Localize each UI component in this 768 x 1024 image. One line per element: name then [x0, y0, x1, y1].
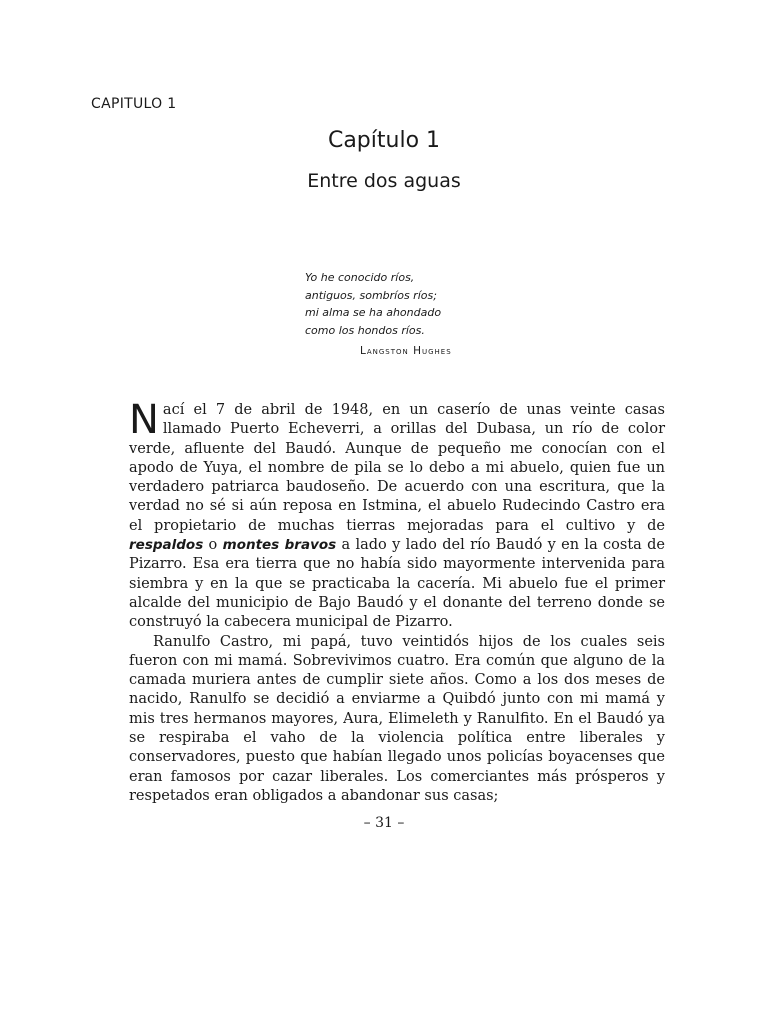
epigraph-line: antiguos, sombríos ríos; [305, 288, 437, 302]
emphasis-term: respaldos [129, 537, 204, 554]
paragraph-1 [129, 397, 665, 633]
paragraph-text: o [203, 537, 223, 554]
paragraph-2: Ranulfo Castro, mi papá, tuvo veintidós hijos de los cuales seis fueron con mi mamá. Sobrevivimos cuatro. Era común que alguno de la camada muriera antes de cumplir siete años. Como a los dos meses de nacido, Ranulfo se decidió a enviarme a Quibdó junto con mi mamá y mis tres hermanos mayores, Aura, Elimeleth y Ranulfito. En el Baudó ya se respiraba el vaho de la violencia política entre liberales y conservadores, puesto que habían llegado unos policías boyacenses que eran famosos por cazar liberales. Los comerciantes más prósperos y respetados eran obligados a abandonar sus casas; [129, 633, 665, 804]
paragraph-text: a lado y lado del río Baudó y en la costa de Pizarro. Esa era tierra que no había sido mayormente intervenida para siembra y en la que se practicaba la cacería. Mi abuelo fue el primer alcalde del municipio de Bajo Baudó y el donante del terreno donde se construyó la cabecera municipal de Pizarro. [129, 537, 665, 631]
chapter-title: Entre dos aguas [307, 170, 461, 192]
body-text [129, 397, 665, 806]
emphasis-term: montes bravos [222, 537, 337, 554]
epigraph-line: como los hondos ríos. [305, 323, 425, 337]
epigraph-line: Yo he conocido ríos, [305, 271, 415, 284]
paragraph-text: ací el 7 de abril de 1948, en un caserío de unas veinte casas llamado Puerto Echeverri, a orillas del Dubasa, un río de color verde, afluente del Baudó. Aunque de pequeño me conocían con el apodo de Yuya, el nombre de pila se lo debo a mi abuelo, quien fue un verdadero patriarca baudoseño. De acuerdo con una escritura, que la verdad no sé si aún reposa en Istmina, el abuelo Rudecindo Castro era el propietario de muchas tierras mejoradas para el cultivo y de [129, 402, 665, 534]
epigraph [305, 269, 505, 339]
epigraph-author: Langston Hughes [360, 345, 452, 357]
chapter-number: Capítulo 1 [327, 128, 441, 153]
drop-cap: N [129, 397, 159, 443]
page-number: – 31 – [363, 815, 405, 831]
epigraph-line: mi alma se ha ahondado [305, 306, 442, 319]
running-head: CAPITULO 1 [91, 96, 177, 112]
